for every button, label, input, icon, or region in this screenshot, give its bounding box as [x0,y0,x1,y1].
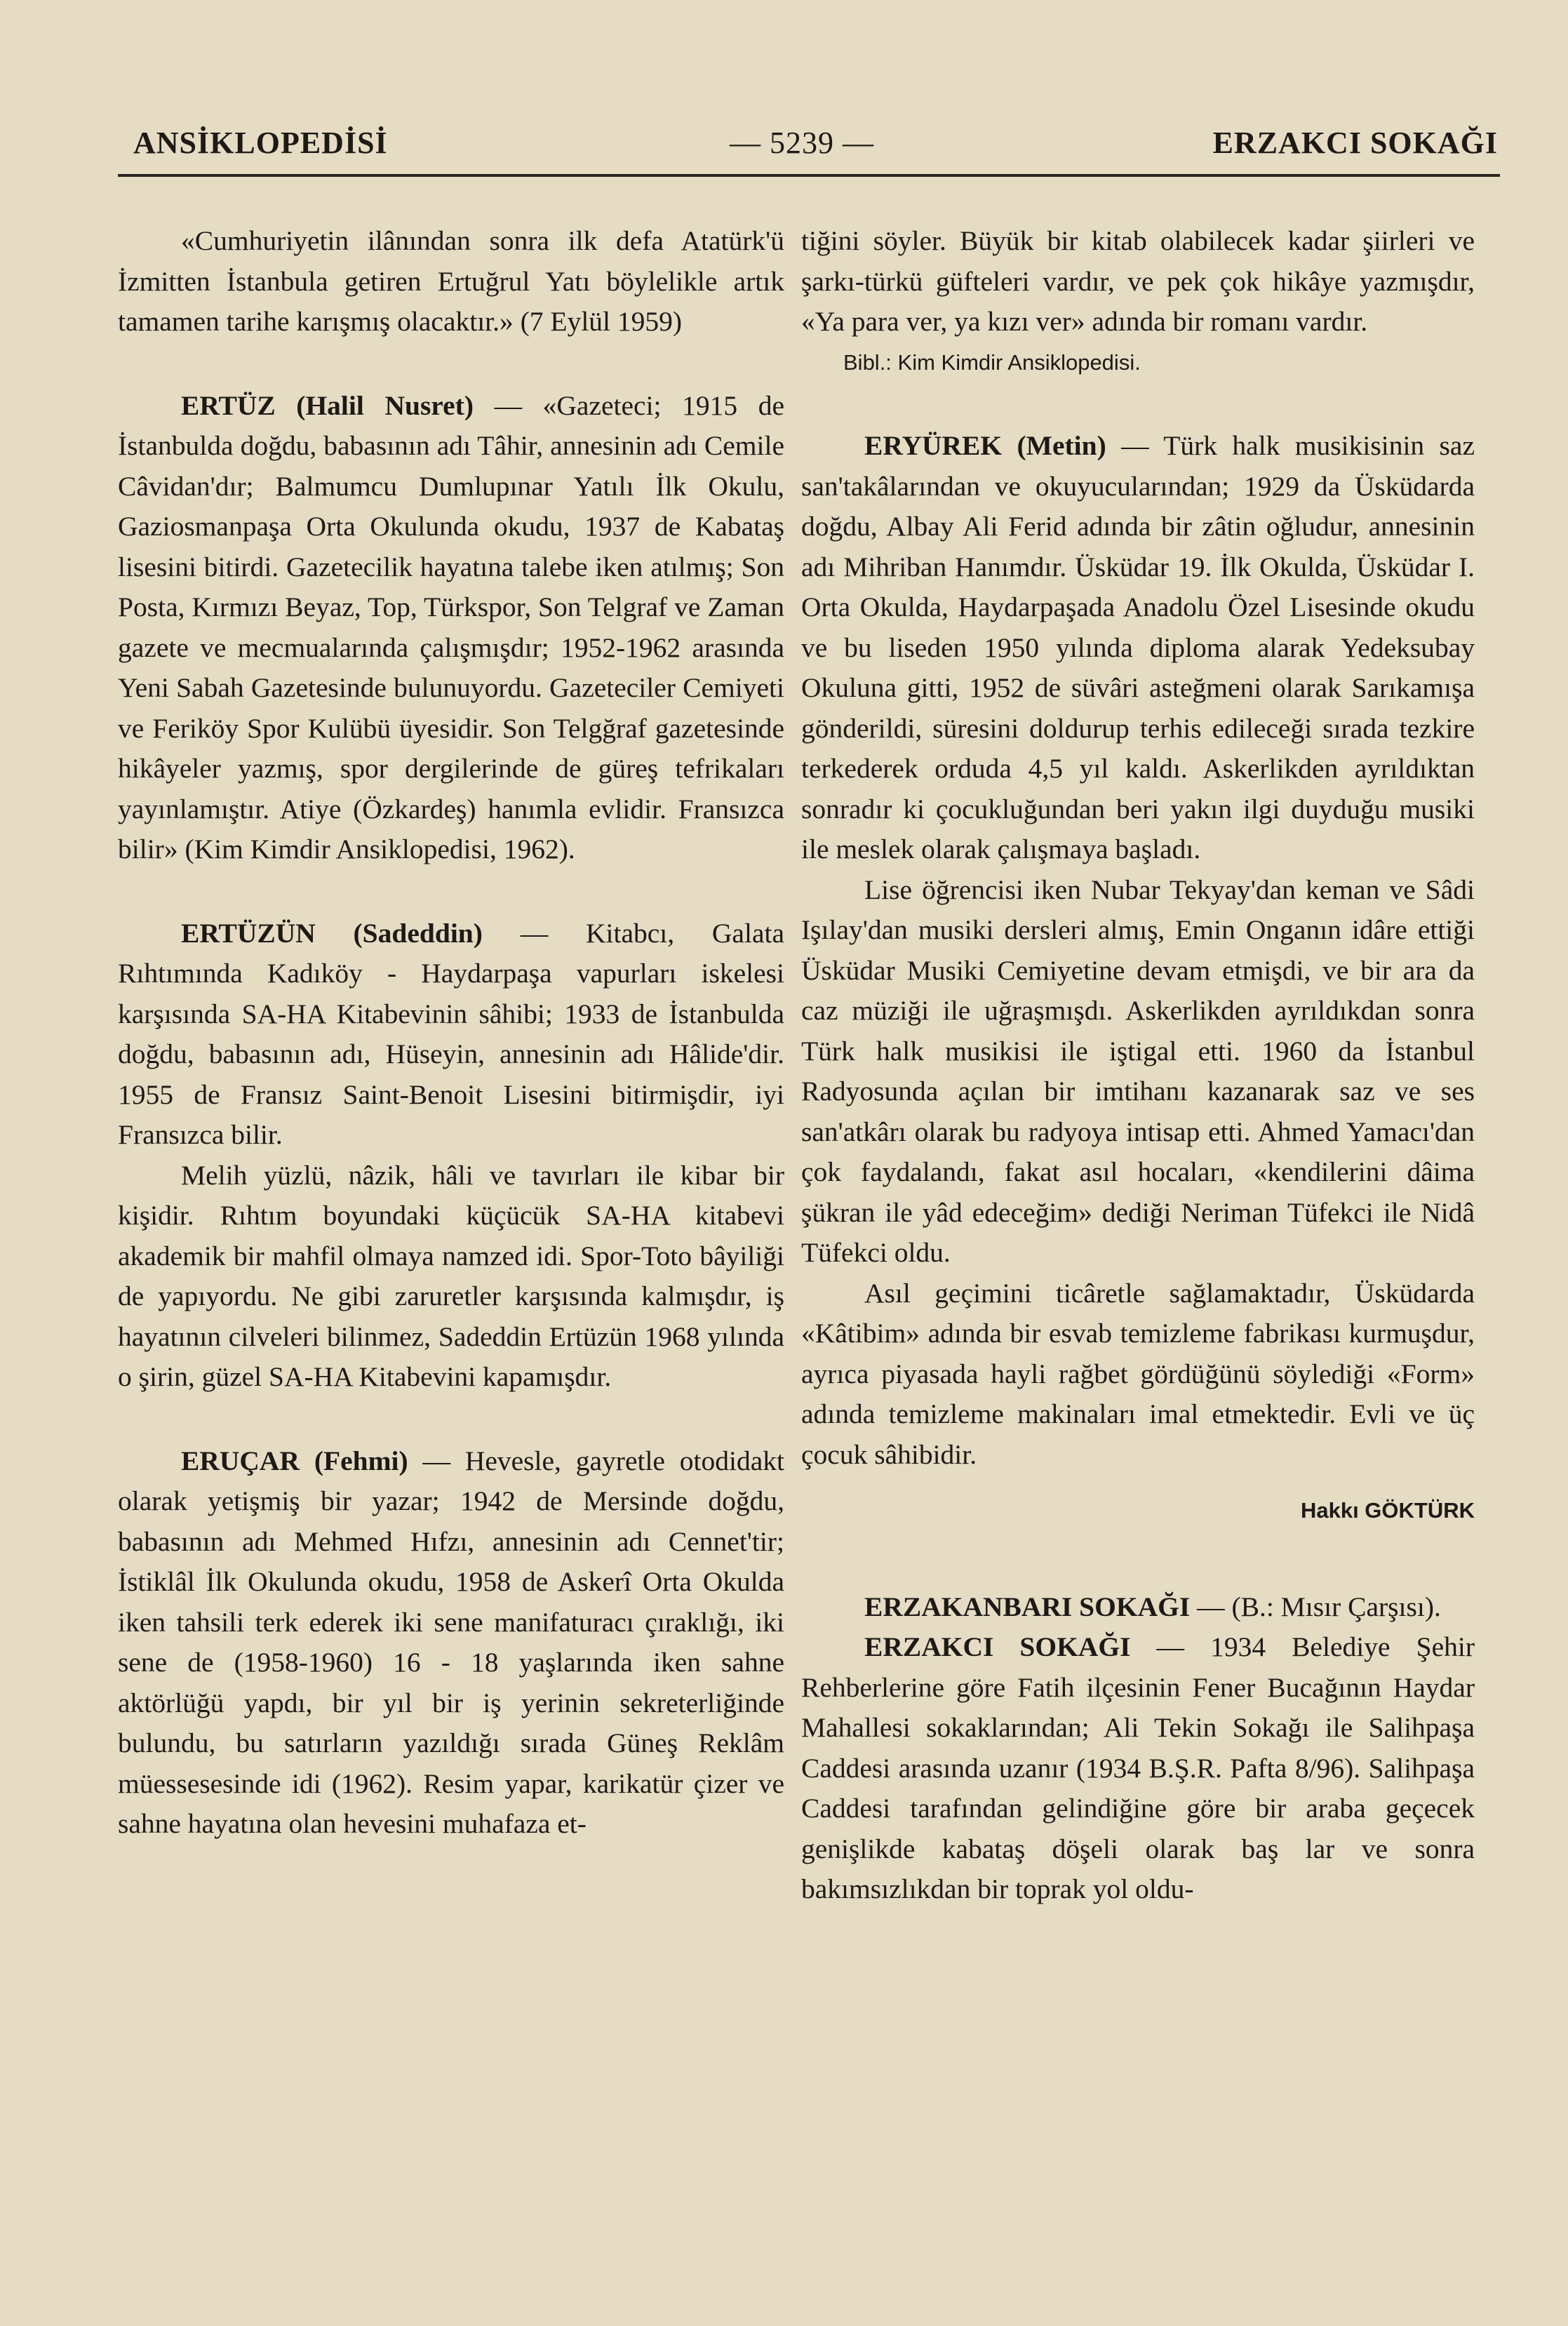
entry-ertuzun-continued [118,1156,784,1398]
entry-text: — Türk halk musikisinin saz san'takâlarından ve okuyucularından; 1929 da Üsküdarda doğdu, Albay Ali Ferid adında bir zâtin oğludur, annesinin adı Mihriban Hanımdır. Üsküdar 19. İlk Okulda, Üsküdar I. Orta Okulda, Haydarpaşada Anadolu Özel Lisesinde okudu ve bu liseden 1950 yılında diploma alarak Yedeksubay Okuluna gitti, 1952 de süvâri asteğmeni olarak Sarıkamışa gönderildi, süresini doldurup terhis edileceği sırada tezkire terkederek orduda 4,5 yıl kaldı. Askerlikden ayrıldıktan sonradır ki çocukluğundan beri yakın ilgi duyduğu musiki ile meslek olarak çalışmaya başladı. [801,430,1475,864]
entry-headword: ERYÜREK (Metin) [864,430,1106,461]
eryurek-paragraph-3: Asıl geçimini ticâretle sağlamaktadır, Üsküdarda «Kâtibim» adında bir esvab temizleme fabrikası kurmuşdur, ayrıca piyasada hayli rağbet gördüğünü söylediği «Form» adında temizleme makinaları imal etmektedir. Evli ve üç çocuk sâhibidir. [801,1277,1475,1470]
entry-erzakci [801,1627,1475,1910]
quote-paragraph [118,221,784,342]
eryurek-paragraph-2: Lise öğrencisi iken Nubar Tekyay'dan keman ve Sâdi Işılay'dan musiki dersleri almış, Emin Onganın idâre ettiği Üsküdar Musiki Cemiyetine devam etmişdi, ve bir ara da caz müziği ile uğraşmışdı. Askerlikden ayrıldıkdan sonra Türk halk musikisi ile iştigal etti. 1960 da İstanbul Radyosunda açılan bir imtihanı kazanarak saz ve ses san'atkârı olarak bu radyoya intisap etti. Ahmed Yamacı'dan çok faydalandı, fakat asıl hocaları, «kendilerini dâima şükran ile yâd edeceğim» dediği Neriman Tüfekci ile Nidâ Tüfekci oldu. [801,874,1475,1268]
running-head-right: ERZAKCI SOKAĞI [1212,126,1498,160]
paragraph-text: Melih yüzlü, nâzik, hâli ve tavırları ile kibar bir kişidir. Rıhtım boyundaki küçücük SA-HA kitabevi akademik bir mahfil olmaya namzed idi. Spor-Toto bâyiliği de yapıyordu. Ne gibi zaruretler karşısında kalmışdır, iş hayatının cilveleri bilinmez, Sadeddin Ertüzün 1968 yılında o şirin, güzel SA-HA Kitabevini kapamışdır. [118,1159,784,1392]
bibliography: Bibl.: Kim Kimdir Ansiklopedisi. [843,349,1141,375]
left-column [118,221,784,1845]
running-head-left: ANSİKLOPEDİSİ [133,126,388,160]
paragraph-text: «Cumhuriyetin ilânından sonra ilk defa Atatürk'ü İzmitten İstanbula getiren Ertuğrul Yatı böylelikle artık tamamen tarihe karışmış olacaktır.» (7 Eylül 1959) [118,225,784,337]
entry-headword: ERTÜZ (Halil Nusret) [181,389,474,421]
header-rule [118,174,1500,177]
entry-headword: ERZAKCI SOKAĞI [864,1631,1131,1662]
entry-headword: ERZAKANBARI SOKAĞI [864,1591,1191,1622]
erucar-continued: tiğini söyler. Büyük bir kitab olabilecek kadar şiirleri ve şarkı-türkü güfteleri vardır, ve pek çok hikâye yazmışdır, «Ya para ver, ya kızı ver» adında bir romanı vardır. [801,225,1475,337]
entry-ertuzun [118,914,784,1156]
right-column [801,221,1475,1910]
entry-headword: ERUÇAR (Fehmi) [181,1445,408,1476]
entry-ertuz [118,386,784,870]
entry-text: — Hevesle, gayretle otodidakt olarak yetişmiş bir yazar; 1942 de Mersinde doğdu, babasının adı Mehmed Hıfzı, annesinin adı Cennet'tir; İstiklâl İlk Okulunda okudu, 1958 de Askerî Orta Okulda iken tahsili terk ederek iki sene manifaturacı çıraklığı, iki sene de (1958-1960) 16 - 18 yaşlarında iken sahne aktörlüğü yapdı, bir yıl bir iş yerinin sekreterliğinde bulundu, bu satırların yazıldığı sırada Güneş Reklâm müessesesinde idi (1962). Resim yapar, karikatür çizer ve sahne hayatına olan hevesini muhafaza et- [118,1445,784,1839]
entry-text: — «Gazeteci; 1915 de İstanbulda doğdu, babasının adı Tâhir, annesinin adı Cemile Câvidan'dır; Balmumcu Dumlupınar Yatılı İlk Okulu, Gaziosmanpaşa Orta Okulunda okudu, 1937 de Kabataş lisesini bitirdi. Gazetecilik hayatına talebe iken atılmış; Son Posta, Kırmızı Beyaz, Top, Türkspor, Son Telgraf ve Zaman gazete ve mecmualarında çalışmışdır; 1952-1962 arasında Yeni Sabah Gazetesinde bulunuyordu. Gazeteciler Cemiyeti ve Feriköy Spor Kulübü üyesidir. Son Telgğraf gazetesinde hikâyeler yazmış, spor dergilerinde de güreş tefrikaları yayınlamıştır. Atiye (Özkardeş) hanımla evlidir. Fransızca bilir» (Kim Kimdir Ansiklopedisi, 1962). [118,389,784,864]
entry-text: — 1934 Belediye Şehir Rehberlerine göre Fatih ilçesinin Fener Bucağının Haydar Mahallesi sokaklarından; Ali Tekin Sokağı ile Salihpaşa Caddesi arasında uzanır (1934 B.Ş.R. Pafta 8/96). Salihpaşa Caddesi tarafından gelindiğine göre bir araba geçecek genişlikde kabataş döşeli olarak baş lar ve sonra bakımsızlıkdan bir toprak yol oldu- [801,1631,1475,1904]
entry-headword: ERTÜZÜN (Sadeddin) [181,917,483,949]
entry-eryurek [801,426,1475,870]
page-number: — 5239 — [730,126,874,160]
entry-text: — Kitabcı, Galata Rıhtımında Kadıköy - Haydarpaşa vapurları iskelesi karşısında SA-HA Kitabevinin sâhibi; 1933 de İstanbulda doğdu, babasının adı, Hüseyin, annesinin adı Hâlide'dir. 1955 de Fransız Saint-Benoit Lisesini bitirmişdir, iyi Fransızca bilir. [118,917,784,1150]
entry-erucar [118,1441,784,1845]
author-signature: Hakkı GÖKTÜRK [1300,1498,1475,1523]
entry-erzakanbari [801,1587,1475,1628]
entry-text: — (B.: Mısır Çarşısı). [1190,1591,1441,1622]
